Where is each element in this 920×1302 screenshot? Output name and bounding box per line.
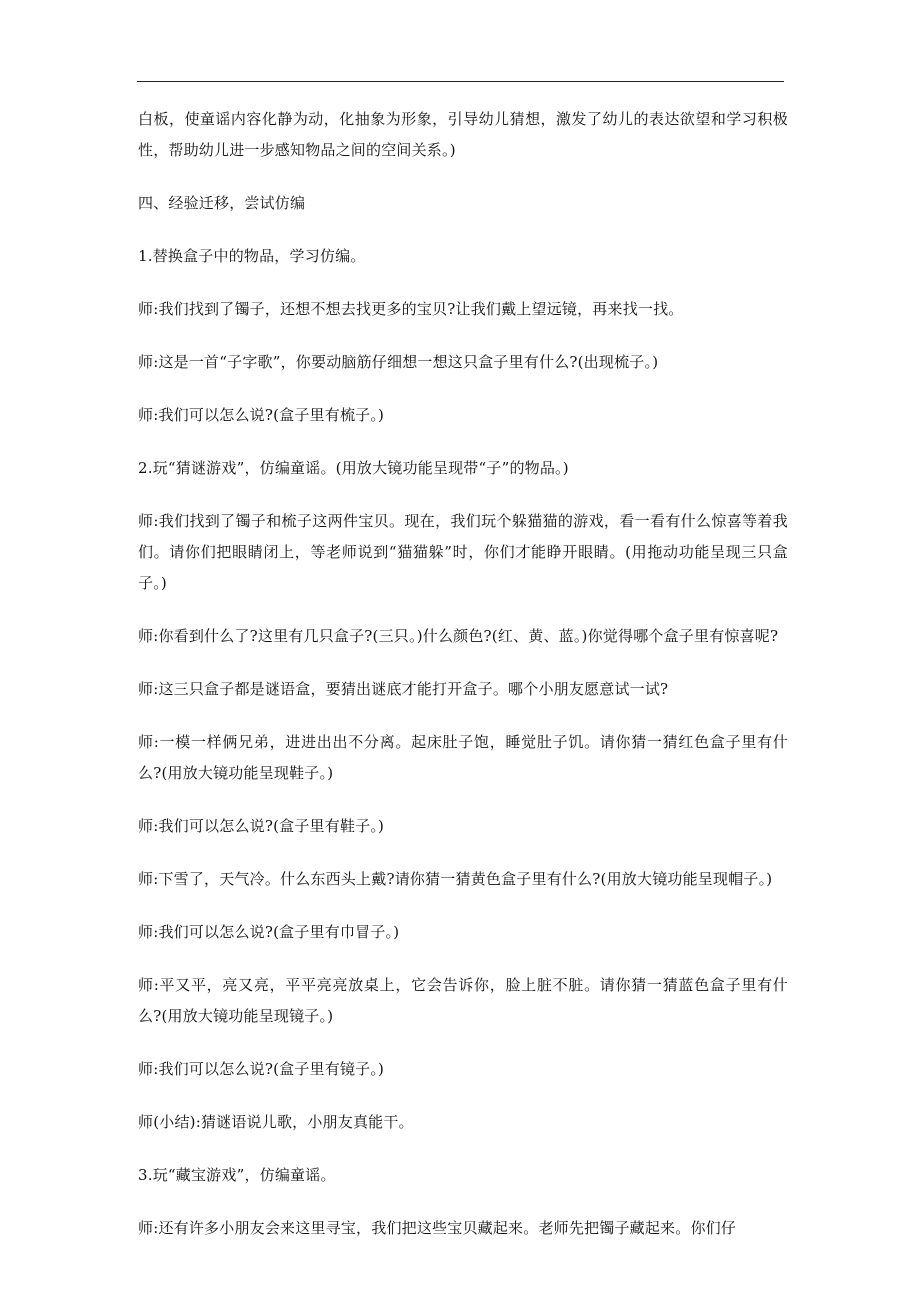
- subsection-heading: 1.替换盒子中的物品，学习仿编。: [138, 247, 366, 265]
- paragraph: 师:我们可以怎么说?(盒子里有鞋子。): [138, 817, 385, 835]
- header-rule: [137, 81, 784, 82]
- paragraph: 师:这三只盒子都是谜语盒，要猜出谜底才能打开盒子。哪个小朋友愿意试一试?: [138, 680, 669, 698]
- document-body: [138, 104, 788, 1266]
- paragraph: 师:我们可以怎么说?(盒子里有巾冒子。): [138, 923, 400, 941]
- paragraph: 师:你看到什么了?这里有几只盒子?(三只。)什么颜色?(红、黄、蓝。)你觉得哪个盒子里有惊喜呢?: [138, 627, 779, 645]
- subsection-heading: 3.玩“藏宝游戏”，仿编童谣。: [138, 1166, 336, 1184]
- paragraph: 师:还有许多小朋友会来这里寻宝，我们把这些宝贝藏起来。老师先把镯子藏起来。你们仔: [138, 1219, 737, 1237]
- paragraph: 师:我们可以怎么说?(盒子里有梳子。): [138, 406, 385, 424]
- paragraph: 师:这是一首“子字歌”，你要动脑筋仔细想一想这只盒子里有什么?(出现梳子。): [138, 353, 659, 371]
- paragraph: 师:我们找到了镯子，还想不想去找更多的宝贝?让我们戴上望远镜，再来找一找。: [138, 300, 684, 318]
- paragraph: 白板，使童谣内容化静为动，化抽象为形象，引导幼儿猜想，激发了幼儿的表达欲望和学习积极性，帮助幼儿进一步感知物品之间的空间关系。): [138, 110, 788, 159]
- paragraph: 师:我们找到了镯子和梳子这两件宝贝。现在，我们玩个躲猫猫的游戏，看一看有什么惊喜等着我们。请你们把眼睛闭上，等老师说到“猫猫躲”时，你们才能睁开眼睛。(用拖动功能呈现三只盒子。): [138, 512, 788, 592]
- paragraph: 师:平又平，亮又亮，平平亮亮放桌上，它会告诉你，脸上脏不脏。请你猜一猜蓝色盒子里有什么?(用放大镜功能呈现镜子。): [138, 976, 788, 1025]
- section-heading: 四、经验迁移，尝试仿编: [138, 194, 306, 212]
- paragraph: 师:我们可以怎么说?(盒子里有镜子。): [138, 1060, 385, 1078]
- paragraph: 师:一模一样俩兄弟，进进出出不分离。起床肚子饱，睡觉肚子饥。请你猜一猜红色盒子里有什么?(用放大镜功能呈现鞋子。): [138, 733, 788, 782]
- paragraph: 师:下雪了，天气冷。什么东西头上戴?请你猜一猜黄色盒子里有什么?(用放大镜功能呈现帽子。): [138, 870, 773, 888]
- paragraph: 师(小结):猜谜语说儿歌，小朋友真能干。: [138, 1113, 414, 1131]
- subsection-heading: 2.玩“猜谜游戏”，仿编童谣。(用放大镜功能呈现带“子”的物品。): [138, 459, 569, 477]
